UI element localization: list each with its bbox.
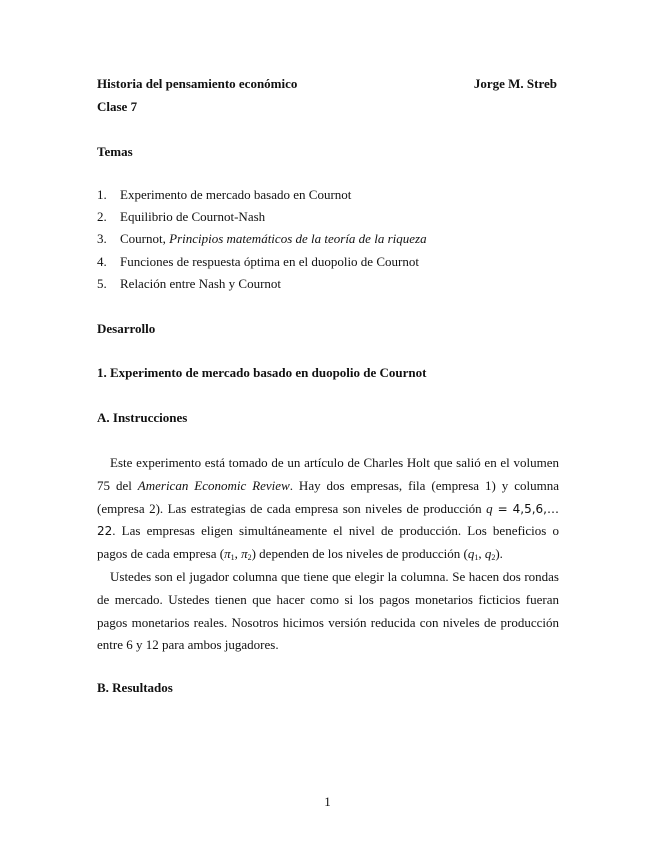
list-item: 5. Relación entre Nash y Cournot bbox=[97, 275, 282, 291]
author-name: Jorge M. Streb bbox=[473, 76, 557, 91]
list-item: 4. Funciones de respuesta óptima en el duopolio de Cournot bbox=[97, 253, 419, 269]
section-a-heading: A. Instrucciones bbox=[97, 410, 188, 425]
instructions-paragraph-2: Ustedes son el jugador columna que tiene que elegir la columna. Se hacen dos rondas de mercado. Ustedes tienen que hacer como si los pagos monetarios ficticios fueran pagos monetarios reales. Nosotros hicimos versión reducida con niveles de producción entre 6 y 12 para ambos jugadores. bbox=[97, 569, 559, 653]
class-label: Clase 7 bbox=[97, 99, 138, 114]
topics-list bbox=[97, 185, 427, 296]
instructions-paragraph-1: Este experimento está tomado de un artículo de Charles Holt que salió en el volumen 75 del American Economic Review. Hay dos empresas, fila (empresa 1) y columna (empresa 2). Las estrategias de cada empresa son niveles de producción q = 4,5,6,…22. Las empresas eligen simultáneamente el nivel de producción. Los beneficios o pagos de cada empresa ($\pi_1$, $\pi_2$) dependen de los niveles de producción ($q_1$, $q_2$). bbox=[97, 455, 560, 563]
desarrollo-heading: Desarrollo bbox=[97, 321, 156, 336]
journal-name: American Economic Review bbox=[137, 477, 290, 493]
section-b-heading: B. Resultados bbox=[97, 680, 173, 695]
temas-heading: Temas bbox=[97, 144, 133, 159]
list-item: 3. Cournot, Principios matemáticos de la teoría de la riqueza bbox=[97, 231, 427, 247]
section-1-heading: 1. Experimento de mercado basado en duopolio de Cournot bbox=[97, 365, 427, 380]
course-title: Historia del pensamiento económico bbox=[97, 76, 298, 91]
page-number: 1 bbox=[324, 794, 331, 809]
list-item: 1. Experimento de mercado basado en Cournot bbox=[97, 187, 352, 202]
list-item: 2. Equilibrio de Cournot-Nash bbox=[97, 209, 266, 225]
